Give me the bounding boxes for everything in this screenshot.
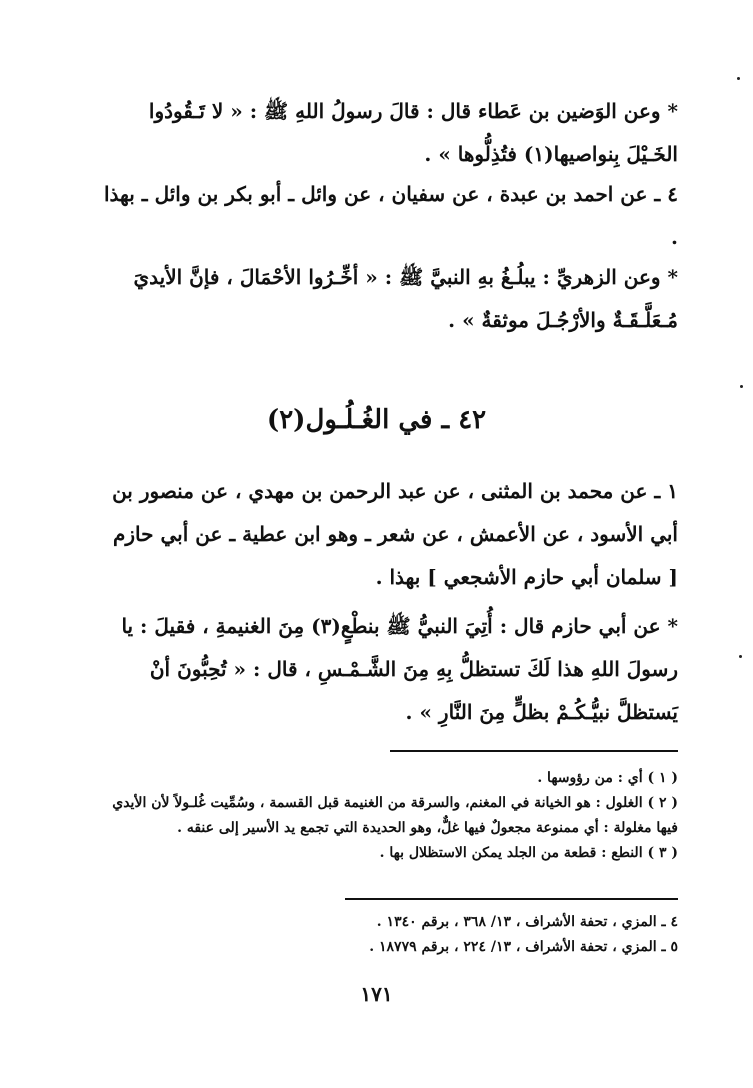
isnad-paragraph-1 xyxy=(100,470,678,599)
reference-divider xyxy=(345,898,678,900)
paragraph-text: * وعن الوَضين بن عَطاء قال : قالَ رسولُ اللهِ ﷺ : « لا تَـقُودُوا الخَـيْلَ بِنواصيها(١) فتُذِلُّوها » . xyxy=(148,99,678,166)
footnotes xyxy=(100,766,678,866)
hadith-paragraph-2 xyxy=(100,256,678,342)
paragraph-text: * وعن الزهريِّ : يبلُـغُ بهِ النبيَّ ﷺ : « أخِّـرُوا الأحْمَالَ ، فإنَّ الأيديَ مُـعَلَّـقَـةٌ والأرْجُـلَ موثقةٌ » . xyxy=(133,265,678,332)
scan-speck xyxy=(740,385,743,388)
reference-5: ٥ ـ المزي ، تحفة الأشراف ، ١٣/ ٢٢٤ ، برقم ١٨٧٧٩ . xyxy=(369,939,678,955)
hadith-paragraph-3 xyxy=(100,605,678,734)
footnote-3: ( ٣ ) النطع : قطعة من الجلد يمكن الاستظلال بها . xyxy=(379,845,678,861)
scan-speck xyxy=(739,655,742,658)
footnote-divider xyxy=(390,750,678,752)
hadith-paragraph-1 xyxy=(100,90,678,176)
isnad-paragraph-4 xyxy=(100,173,678,259)
paragraph-text: ٤ ـ عن احمد بن عبدة ، عن سفيان ، عن وائل ـ أبو بكر بن وائل ـ بهذا . xyxy=(103,182,678,249)
references xyxy=(100,910,678,960)
footnote-1: ( ١ ) أي : من رؤوسها . xyxy=(537,770,678,786)
scan-speck xyxy=(737,77,740,80)
chapter-heading: ٤٢ ـ في الغُـلُـول(٢) xyxy=(266,405,487,435)
reference-4: ٤ ـ المزي ، تحفة الأشراف ، ١٣/ ٣٦٨ ، برقم ١٣٤٠ . xyxy=(376,914,678,930)
paragraph-text: ١ ـ عن محمد بن المثنى ، عن عبد الرحمن بن مهدي ، عن منصور بن أبي الأسود ، عن الأعمش ، عن شعر ـ وهو ابن عطية ـ عن أبي حازم [ سلمان أبي حازم الأشجعي ] بهذا . xyxy=(112,479,678,589)
footnote-2: ( ٢ ) الغلول : هو الخيانة في المغنم، والسرقة من الغنيمة قبل القسمة ، وسُمِّيت غُلـولاً لأن الأيدي فيها مغلولة : أي ممنوعة مجعولٌ فيها غلٌّ، وهو الحديدة التي تجمع يد الأسير إلى عنقه . xyxy=(112,795,678,836)
paragraph-text: * عن أبي حازم قال : أُتِيَ النبيُّ ﷺ بنطْعٍ(٣) مِنَ الغنيمةِ ، فقيلَ : يا رسولَ اللهِ هذا لَكَ تستظلُّ بِهِ مِنَ الشَّـمْـسِ ، قال : « تُحِبُّونَ أنْ يَستظلَّ نبيُّـكُـمْ بظلٍّ مِنَ النَّارِ » . xyxy=(121,614,678,724)
page-number: ١٧١ xyxy=(360,982,393,1006)
